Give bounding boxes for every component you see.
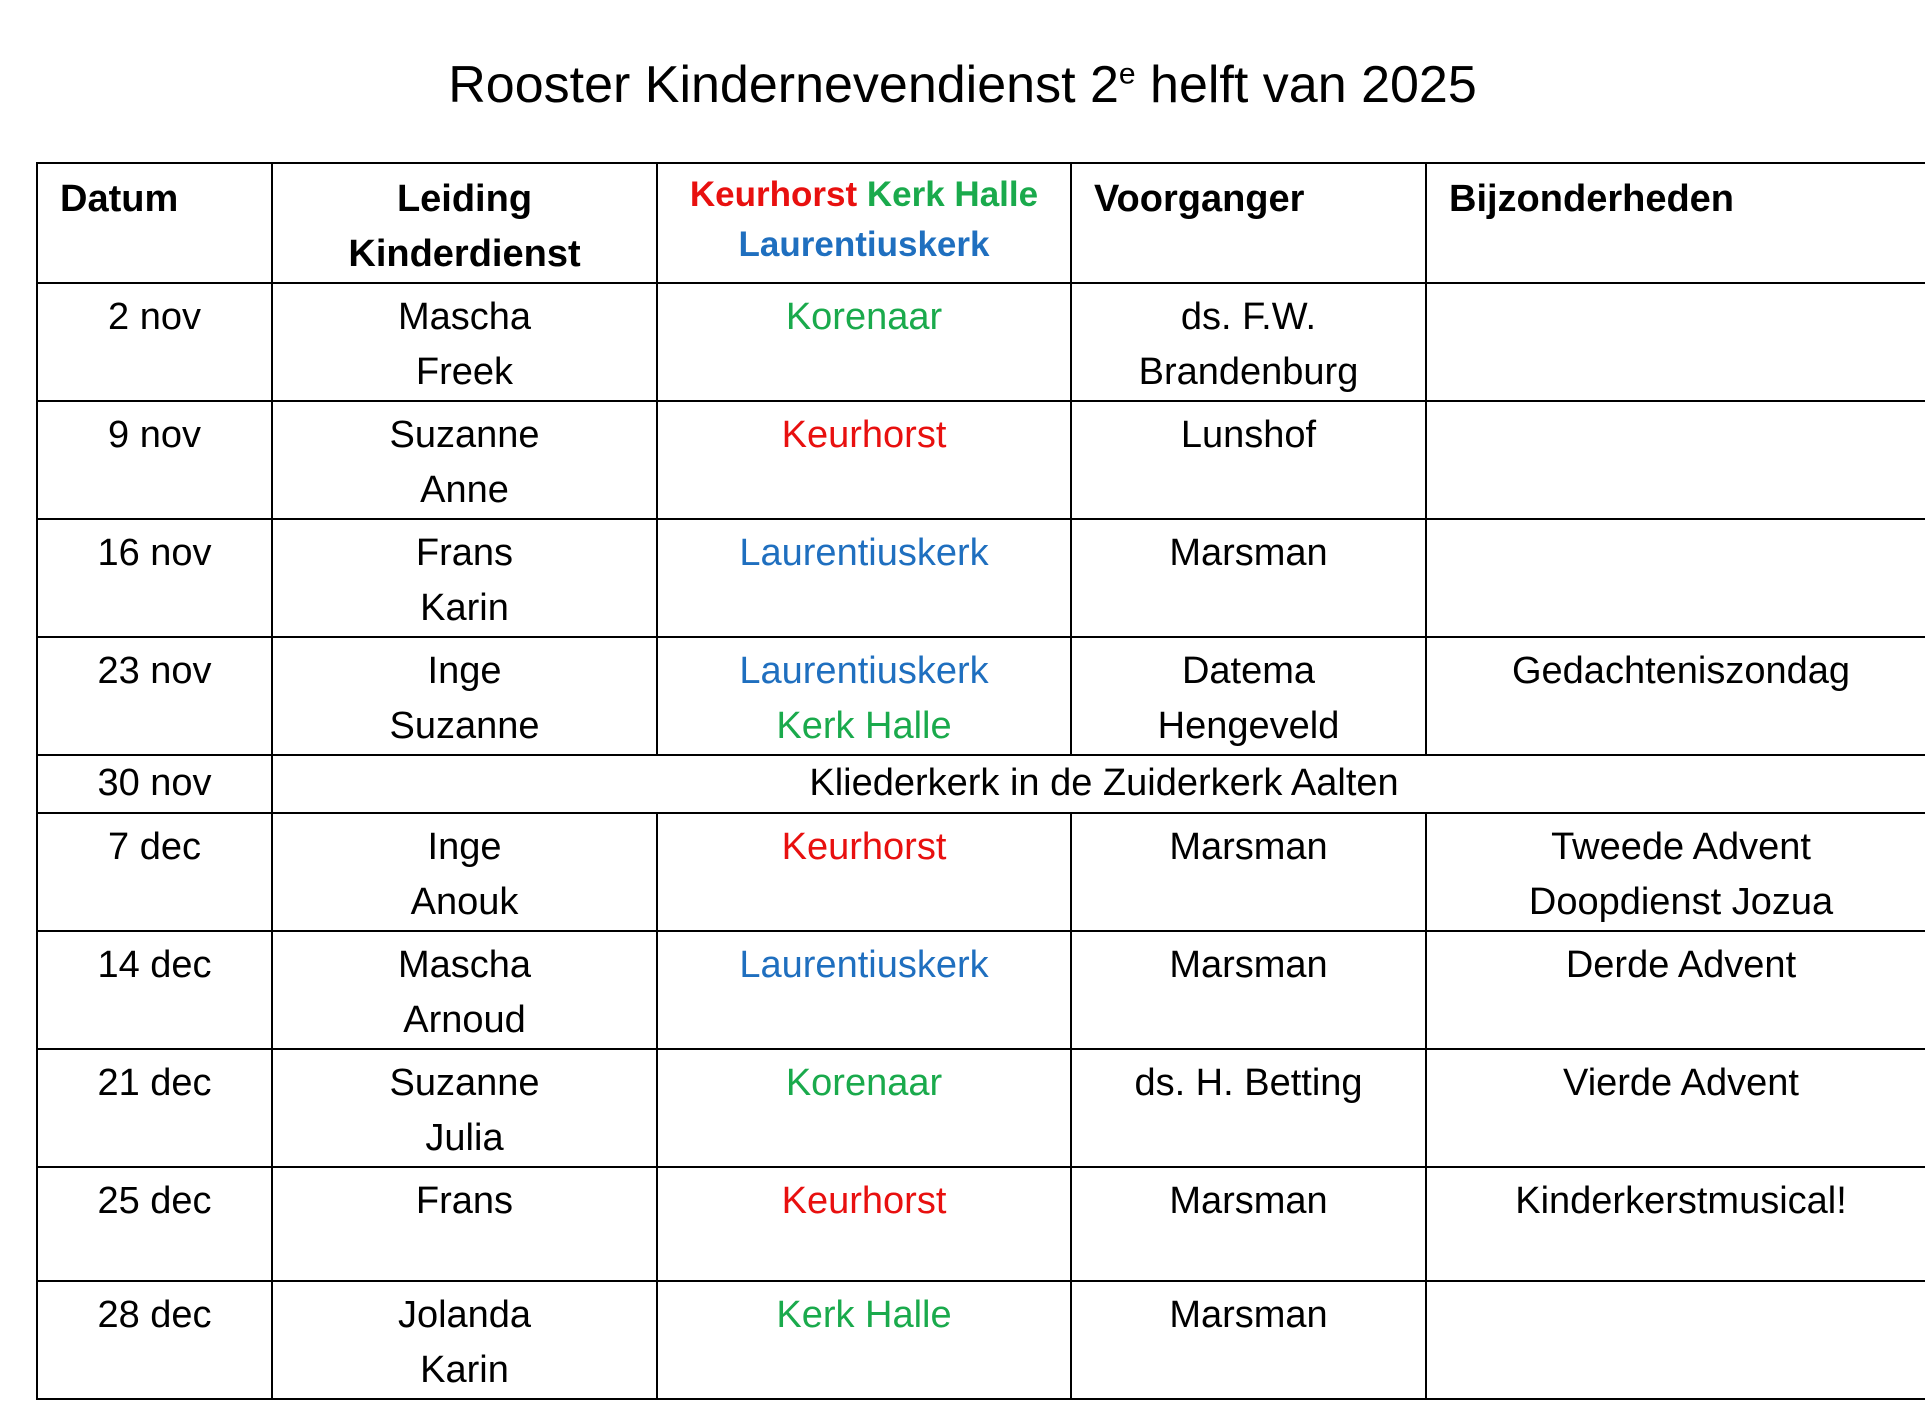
title-superscript: e bbox=[1118, 57, 1136, 91]
voorganger-name: ds. H. Betting bbox=[1134, 1062, 1363, 1104]
bijzonderheden-text: Kinderkerstmusical! bbox=[1515, 1180, 1847, 1222]
cell-datum bbox=[37, 931, 272, 1049]
table-row bbox=[37, 283, 1925, 401]
title-suffix: helft van 2025 bbox=[1135, 56, 1477, 114]
leiding-name: Anouk bbox=[410, 881, 519, 923]
bijzonderheden-text: Tweede Advent bbox=[1551, 826, 1811, 868]
leiding-name: Suzanne bbox=[389, 414, 540, 456]
locatie-name: Laurentiuskerk bbox=[739, 944, 989, 986]
cell-locatie bbox=[657, 401, 1071, 519]
cell-leiding bbox=[272, 519, 657, 637]
table-row bbox=[37, 755, 1925, 813]
leiding-name: Mascha bbox=[397, 944, 532, 986]
voorganger-name: ds. F.W. bbox=[1180, 296, 1317, 338]
cell-voorganger bbox=[1071, 401, 1426, 519]
leiding-name: Julia bbox=[425, 1117, 504, 1159]
cell-datum bbox=[37, 813, 272, 931]
leiding-name: Inge bbox=[427, 826, 502, 868]
datum-text: 25 dec bbox=[97, 1180, 212, 1222]
cell-locatie bbox=[657, 813, 1071, 931]
table-row bbox=[37, 931, 1925, 1049]
header-leiding-line2: Kinderdienst bbox=[348, 233, 581, 275]
datum-text: 21 dec bbox=[97, 1062, 212, 1104]
leiding-name: Anne bbox=[420, 469, 509, 511]
datum-text: 28 dec bbox=[97, 1294, 212, 1336]
leiding-name: Suzanne bbox=[389, 1062, 540, 1104]
voorganger-name: Marsman bbox=[1169, 826, 1328, 868]
datum-text: 30 nov bbox=[97, 762, 212, 804]
cell-bijzonderheden bbox=[1426, 283, 1925, 401]
cell-bijzonderheden bbox=[1426, 1281, 1925, 1399]
cell-bijzonderheden bbox=[1426, 813, 1925, 931]
cell-voorganger bbox=[1071, 1167, 1426, 1281]
cell-bijzonderheden bbox=[1426, 401, 1925, 519]
locatie-name: Keurhorst bbox=[781, 414, 947, 456]
voorganger-name: Datema bbox=[1181, 650, 1316, 692]
cell-locatie bbox=[657, 1281, 1071, 1399]
header-voorganger: Voorganger bbox=[1071, 163, 1426, 283]
leiding-name: Frans bbox=[415, 532, 514, 574]
table-row bbox=[37, 1049, 1925, 1167]
header-bijzonderheden: Bijzonderheden bbox=[1426, 163, 1925, 283]
cell-locatie bbox=[657, 637, 1071, 755]
locatie-name: Korenaar bbox=[785, 296, 943, 338]
bijzonderheden-text: Doopdienst Jozua bbox=[1528, 881, 1834, 923]
datum-text: 9 nov bbox=[108, 414, 201, 456]
datum-text: 23 nov bbox=[97, 650, 212, 692]
header-locatie-laurentius: Laurentiuskerk bbox=[738, 225, 990, 264]
cell-leiding bbox=[272, 637, 657, 755]
cell-leiding bbox=[272, 1049, 657, 1167]
page-title bbox=[0, 52, 1925, 118]
cell-locatie bbox=[657, 519, 1071, 637]
cell-leiding bbox=[272, 813, 657, 931]
cell-voorganger bbox=[1071, 637, 1426, 755]
schedule-table bbox=[36, 162, 1925, 1400]
locatie-name: Kerk Halle bbox=[776, 1294, 952, 1336]
leiding-name: Inge bbox=[427, 650, 502, 692]
cell-leiding bbox=[272, 1281, 657, 1399]
cell-merged-event bbox=[272, 755, 1925, 813]
locatie-name: Keurhorst bbox=[781, 1180, 947, 1222]
datum-text: 2 nov bbox=[108, 296, 201, 338]
voorganger-name: Brandenburg bbox=[1138, 351, 1359, 393]
cell-datum bbox=[37, 401, 272, 519]
cell-bijzonderheden bbox=[1426, 1167, 1925, 1281]
table-row bbox=[37, 519, 1925, 637]
header-locatie-keurhorst: Keurhorst bbox=[689, 175, 858, 214]
table-row bbox=[37, 1281, 1925, 1399]
table-row bbox=[37, 401, 1925, 519]
voorganger-name: Hengeveld bbox=[1157, 705, 1340, 747]
cell-voorganger bbox=[1071, 813, 1426, 931]
leiding-name: Arnoud bbox=[403, 999, 526, 1041]
header-locatie bbox=[657, 163, 1071, 283]
cell-bijzonderheden bbox=[1426, 519, 1925, 637]
table-header-row bbox=[37, 163, 1925, 283]
voorganger-name: Marsman bbox=[1169, 1294, 1328, 1336]
leiding-name: Mascha bbox=[397, 296, 532, 338]
cell-bijzonderheden bbox=[1426, 637, 1925, 755]
cell-datum bbox=[37, 283, 272, 401]
cell-leiding bbox=[272, 1167, 657, 1281]
locatie-name: Laurentiuskerk bbox=[739, 532, 989, 574]
leiding-name: Karin bbox=[420, 1349, 509, 1391]
header-locatie-kerkhalle: Kerk Halle bbox=[866, 175, 1039, 214]
leiding-name: Karin bbox=[420, 587, 509, 629]
table-row bbox=[37, 813, 1925, 931]
cell-leiding bbox=[272, 931, 657, 1049]
cell-leiding bbox=[272, 401, 657, 519]
cell-locatie bbox=[657, 931, 1071, 1049]
datum-text: 7 dec bbox=[108, 826, 201, 868]
bijzonderheden-text: Gedachteniszondag bbox=[1511, 650, 1851, 692]
locatie-name: Keurhorst bbox=[781, 826, 947, 868]
datum-text: 16 nov bbox=[97, 532, 212, 574]
leiding-name: Suzanne bbox=[389, 705, 540, 747]
header-datum: Datum bbox=[37, 163, 272, 283]
cell-voorganger bbox=[1071, 1049, 1426, 1167]
voorganger-name: Marsman bbox=[1169, 944, 1328, 986]
cell-bijzonderheden bbox=[1426, 1049, 1925, 1167]
locatie-name: Kerk Halle bbox=[776, 705, 952, 747]
cell-datum bbox=[37, 637, 272, 755]
leiding-name: Jolanda bbox=[397, 1294, 532, 1336]
header-leiding-line1: Leiding bbox=[396, 178, 533, 220]
title-main: Rooster Kindernevendienst 2 bbox=[448, 56, 1119, 114]
header-leiding bbox=[272, 163, 657, 283]
cell-leiding bbox=[272, 283, 657, 401]
voorganger-name: Marsman bbox=[1169, 1180, 1328, 1222]
cell-locatie bbox=[657, 283, 1071, 401]
voorganger-name: Lunshof bbox=[1180, 414, 1317, 456]
cell-datum bbox=[37, 1281, 272, 1399]
cell-datum bbox=[37, 1049, 272, 1167]
cell-bijzonderheden bbox=[1426, 931, 1925, 1049]
bijzonderheden-text: Derde Advent bbox=[1565, 944, 1797, 986]
leiding-name: Frans bbox=[415, 1180, 514, 1222]
cell-voorganger bbox=[1071, 519, 1426, 637]
locatie-name: Laurentiuskerk bbox=[739, 650, 989, 692]
locatie-name: Korenaar bbox=[785, 1062, 943, 1104]
leiding-name: Freek bbox=[415, 351, 514, 393]
cell-datum bbox=[37, 1167, 272, 1281]
datum-text: 14 dec bbox=[97, 944, 212, 986]
cell-datum bbox=[37, 755, 272, 813]
table-row bbox=[37, 637, 1925, 755]
cell-voorganger bbox=[1071, 283, 1426, 401]
merged-event-text: Kliederkerk in de Zuiderkerk Aalten bbox=[809, 762, 1399, 804]
cell-datum bbox=[37, 519, 272, 637]
cell-locatie bbox=[657, 1049, 1071, 1167]
cell-voorganger bbox=[1071, 1281, 1426, 1399]
table-row bbox=[37, 1167, 1925, 1281]
bijzonderheden-text: Vierde Advent bbox=[1563, 1062, 1799, 1104]
cell-locatie bbox=[657, 1167, 1071, 1281]
cell-voorganger bbox=[1071, 931, 1426, 1049]
voorganger-name: Marsman bbox=[1169, 532, 1328, 574]
